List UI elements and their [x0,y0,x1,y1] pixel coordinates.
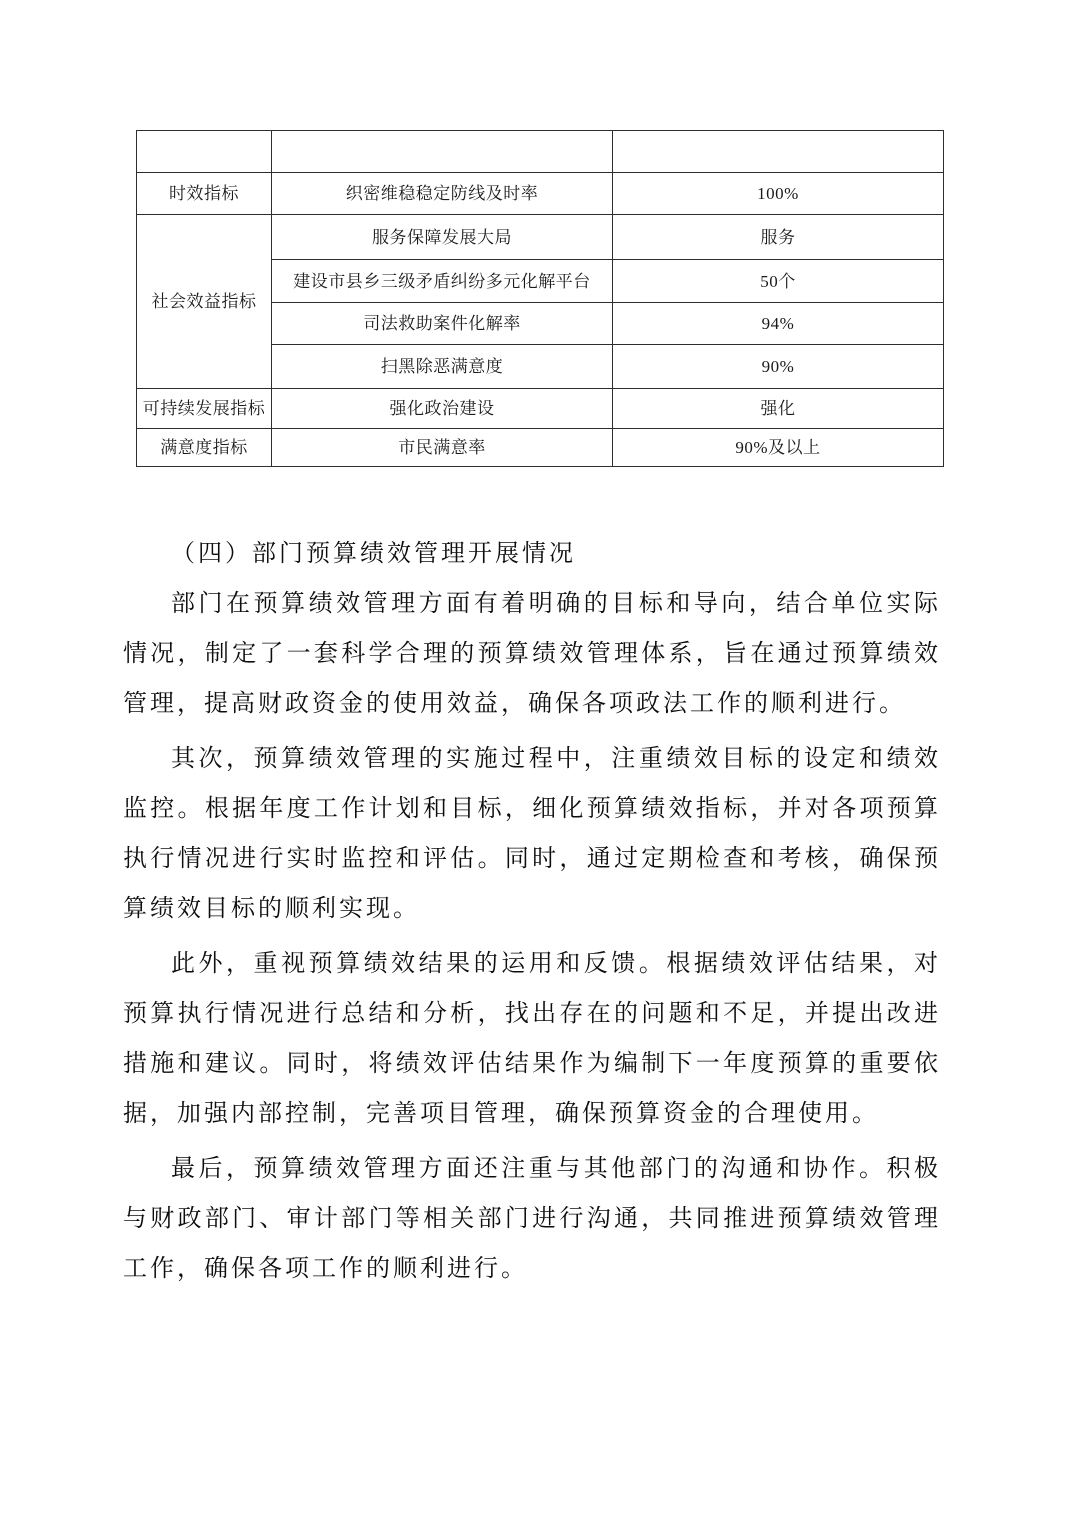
value-cell: 94% [613,303,944,345]
value-cell: 50个 [613,260,944,303]
category-cell: 社会效益指标 [137,215,272,389]
value-cell: 90% [613,345,944,389]
category-cell: 满意度指标 [137,429,272,467]
table-row [137,131,944,173]
value-cell: 90%及以上 [613,429,944,467]
section-heading: （四）部门预算绩效管理开展情况 [171,541,576,567]
table-row [137,215,944,260]
body-paragraph: 此外，重视预算绩效结果的运用和反馈。根据绩效评估结果，对预算执行情况进行总结和分析，找出存在的问题和不足，并提出改进措施和建议。同时，将绩效评估结果作为编制下一年度预算的重要依据，加强内部控制，完善项目管理，确保预算资金的合理使用。 [123,951,941,1127]
performance-indicator-table [136,130,944,467]
indicator-cell: 织密维稳稳定防线及时率 [272,173,613,215]
indicator-cell: 市民满意率 [272,429,613,467]
category-cell [137,131,272,173]
body-paragraph: 最后，预算绩效管理方面还注重与其他部门的沟通和协作。积极与财政部门、审计部门等相关部门进行沟通，共同推进预算绩效管理工作，确保各项工作的顺利进行。 [123,1156,941,1282]
body-text [123,529,941,1294]
category-cell: 时效指标 [137,173,272,215]
table-row [137,389,944,429]
indicator-cell [272,131,613,173]
value-cell: 强化 [613,389,944,429]
value-cell: 100% [613,173,944,215]
indicator-cell: 强化政治建设 [272,389,613,429]
table-row [137,173,944,215]
body-paragraph: 其次，预算绩效管理的实施过程中，注重绩效目标的设定和绩效监控。根据年度工作计划和目标，细化预算绩效指标，并对各项预算执行情况进行实时监控和评估。同时，通过定期检查和考核，确保预算绩效目标的顺利实现。 [123,746,941,922]
value-cell [613,131,944,173]
indicator-cell: 服务保障发展大局 [272,215,613,260]
indicator-cell: 扫黑除恶满意度 [272,345,613,389]
value-cell: 服务 [613,215,944,260]
category-cell: 可持续发展指标 [137,389,272,429]
indicator-cell: 建设市县乡三级矛盾纠纷多元化解平台 [272,260,613,303]
table-row [137,429,944,467]
indicator-cell: 司法救助案件化解率 [272,303,613,345]
body-paragraph: 部门在预算绩效管理方面有着明确的目标和导向，结合单位实际情况，制定了一套科学合理的预算绩效管理体系，旨在通过预算绩效管理，提高财政资金的使用效益，确保各项政法工作的顺利进行。 [123,591,941,717]
